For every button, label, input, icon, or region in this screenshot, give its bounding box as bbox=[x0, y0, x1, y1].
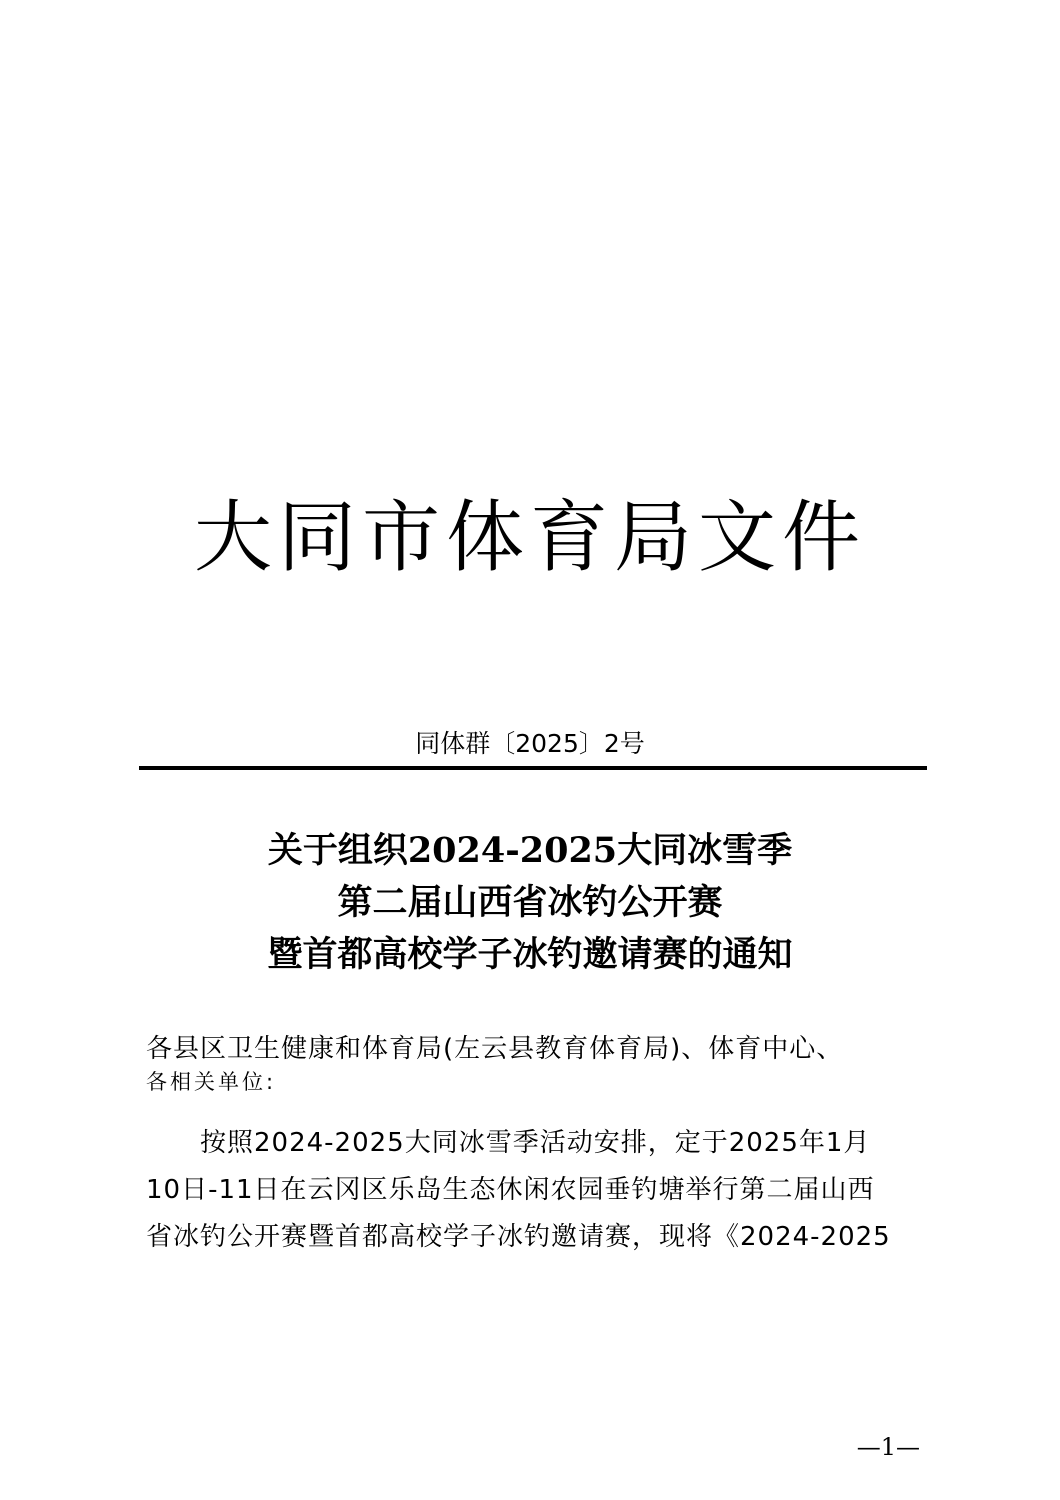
body-paragraph bbox=[146, 1120, 936, 1261]
issuer-title: 大同市体育局文件 bbox=[193, 493, 866, 583]
body-line: 10日-11日在云冈区乐岛生态休闲农园垂钓塘举行第二届山西 bbox=[146, 1175, 875, 1205]
body-line: 省冰钓公开赛暨首都高校学子冰钓邀请赛，现将《2024-2025 bbox=[146, 1222, 891, 1252]
notice-title-line: 关于组织2024-2025大同冰雪季 bbox=[267, 830, 793, 871]
notice-title-line: 第二届山西省冰钓公开赛 bbox=[337, 882, 723, 923]
addressee-line: 各县区卫生健康和体育局(左云县教育体育局)、体育中心、 bbox=[146, 1034, 844, 1064]
separator-line bbox=[139, 766, 927, 770]
addressee bbox=[146, 1031, 936, 1097]
notice-title bbox=[0, 825, 1060, 981]
page-number: —1— bbox=[856, 1433, 920, 1461]
notice-title-line: 暨首都高校学子冰钓邀请赛的通知 bbox=[267, 934, 793, 975]
document-number: 同体群〔2025〕2号 bbox=[415, 729, 645, 758]
body-line: 按照2024-2025大同冰雪季活动安排，定于2025年1月 bbox=[200, 1128, 871, 1158]
addressee-line: 各相关单位: bbox=[146, 1070, 277, 1094]
